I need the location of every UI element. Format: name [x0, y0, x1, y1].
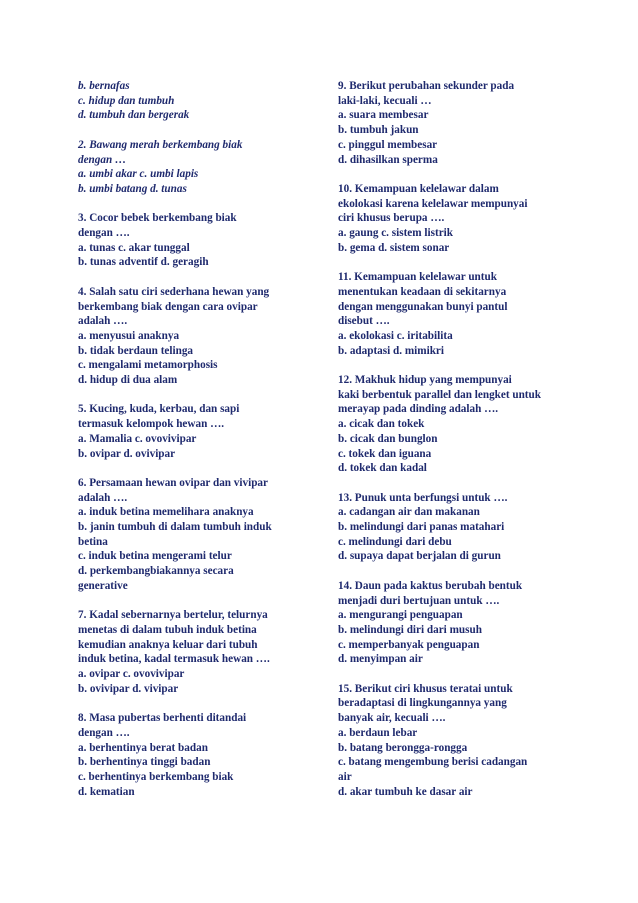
question-line: a. menyusui anaknya [78, 329, 180, 342]
question-line: a. berdaun lebar [338, 726, 418, 739]
question-line: generative [78, 579, 128, 592]
question-line: a. suara membesar [338, 109, 429, 122]
question-line: dengan menggunakan bunyi pantul [338, 300, 508, 313]
question-line: menentukan keadaan di sekitarnya [338, 285, 507, 298]
question-line: b. tumbuh jakun [338, 124, 419, 137]
question-line: banyak air, kecuali …. [338, 712, 446, 725]
question-line: d. kematian [78, 785, 135, 798]
question-line: 5. Kucing, kuda, kerbau, dan sapi [78, 403, 240, 416]
question-line: 3. Cocor bebek berkembang biak [78, 212, 237, 225]
right-column [338, 79, 570, 814]
question-block-1-options [78, 79, 310, 123]
question-line: 6. Persamaan hewan ovipar dan vivipar [78, 476, 268, 489]
question-line: a. ekolokasi c. iritabilita [338, 329, 453, 342]
question-block-8 [78, 711, 310, 799]
question-block-7 [78, 608, 310, 696]
question-line: menjadi duri bertujuan untuk …. [338, 594, 500, 607]
question-line: adalah …. [78, 491, 128, 504]
question-line: a. induk betina memelihara anaknya [78, 506, 254, 519]
question-line: merayap pada dinding adalah …. [338, 403, 499, 416]
question-line: d. akar tumbuh ke dasar air [338, 785, 473, 798]
question-line: termasuk kelompok hewan …. [78, 418, 225, 431]
question-block-13 [338, 491, 570, 565]
question-line: 14. Daun pada kaktus berubah bentuk [338, 579, 523, 592]
question-block-6 [78, 476, 310, 594]
question-block-5 [78, 402, 310, 461]
question-line: b. gema d. sistem sonar [338, 241, 450, 254]
question-line: b. batang berongga-rongga [338, 741, 468, 754]
question-line: b. tidak berdaun telinga [78, 344, 194, 357]
question-line: 11. Kemampuan kelelawar untuk [338, 271, 497, 284]
question-line: a. cadangan air dan makanan [338, 506, 480, 519]
question-line: b. ovipar d. ovivipar [78, 447, 176, 460]
question-line: beradaptasi di lingkungannya yang [338, 697, 507, 710]
question-line: a. mengurangi penguapan [338, 609, 463, 622]
question-line: c. mengalami metamorphosis [78, 359, 218, 372]
question-line: d. perkembangbiakannya secara [78, 565, 234, 578]
question-line: 7. Kadal sebernarnya bertelur, telurnya [78, 609, 268, 622]
question-block-12 [338, 373, 570, 476]
question-line: b. melindungi diri dari musuh [338, 623, 482, 636]
question-line: dengan …. [78, 726, 130, 739]
question-line: 12. Makhuk hidup yang mempunyai [338, 374, 512, 387]
question-line: b. umbi batang d. tunas [78, 182, 187, 195]
question-block-4 [78, 285, 310, 388]
question-line: b. berhentinya tinggi badan [78, 756, 211, 769]
question-block-10 [338, 182, 570, 256]
question-line: b. ovivipar d. vivipar [78, 682, 179, 695]
question-line: b. bernafas [78, 80, 130, 92]
question-line: a. Mamalia c. ovovivipar [78, 432, 197, 445]
question-line: adalah …. [78, 315, 128, 328]
question-line: menetas di dalam tubuh induk betina [78, 623, 257, 636]
question-line: 15. Berikut ciri khusus teratai untuk [338, 682, 513, 695]
question-block-15 [338, 682, 570, 800]
question-line: 2. Bawang merah berkembang biak [78, 138, 243, 151]
question-line: betina [78, 535, 108, 548]
question-line: a. gaung c. sistem listrik [338, 227, 453, 240]
question-line: c. batang mengembung berisi cadangan [338, 756, 528, 769]
question-block-3 [78, 211, 310, 270]
question-line: c. induk betina mengerami telur [78, 550, 232, 563]
question-line: kemudian anaknya keluar dari tubuh [78, 638, 258, 651]
question-line: d. menyimpan air [338, 653, 423, 666]
question-line: dengan … [78, 153, 127, 166]
question-line: dengan …. [78, 227, 130, 239]
question-line: c. memperbanyak penguapan [338, 638, 480, 651]
question-line: a. berhentinya berat badan [78, 741, 208, 754]
question-line: c. hidup dan tumbuh [78, 94, 175, 107]
question-line: d. supaya dapat berjalan di gurun [338, 550, 501, 563]
question-block-14 [338, 579, 570, 667]
question-line: 4. Salah satu ciri sederhana hewan yang [78, 285, 270, 298]
question-line: d. hidup di dua alam [78, 374, 178, 387]
question-block-2 [78, 138, 310, 197]
question-line: c. pinggul membesar [338, 138, 438, 151]
question-line: kaki berbentuk parallel dan lengket untuk [338, 388, 541, 401]
question-line: a. tunas c. akar tunggal [78, 241, 190, 254]
question-line: ekolokasi karena kelelawar mempunyai [338, 197, 528, 210]
question-line: a. cicak dan tokek [338, 418, 425, 431]
question-block-11 [338, 270, 570, 358]
question-block-9 [338, 79, 570, 167]
question-line: 13. Punuk unta berfungsi untuk …. [338, 491, 508, 504]
question-line: disebut …. [338, 315, 390, 328]
question-line: b. melindungi dari panas matahari [338, 521, 505, 534]
question-line: b. cicak dan bunglon [338, 432, 438, 445]
question-line: laki-laki, kecuali … [338, 94, 432, 107]
question-line: berkembang biak dengan cara ovipar [78, 300, 258, 313]
left-column [78, 79, 310, 814]
question-line: c. berhentinya berkembang biak [78, 770, 234, 783]
question-line: b. janin tumbuh di dalam tumbuh induk [78, 521, 272, 534]
question-line: d. dihasilkan sperma [338, 153, 438, 166]
question-line: induk betina, kadal termasuk hewan …. [78, 653, 270, 666]
question-line: 8. Masa pubertas berhenti ditandai [78, 712, 247, 725]
question-line: air [338, 770, 352, 783]
question-line: a. umbi akar c. umbi lapis [78, 168, 199, 181]
question-line: c. melindungi dari debu [338, 535, 452, 548]
question-line: 9. Berikut perubahan sekunder pada [338, 80, 515, 92]
question-line: a. ovipar c. ovovivipar [78, 668, 185, 681]
question-line: ciri khusus berupa …. [338, 212, 445, 225]
question-line: 10. Kemampuan kelelawar dalam [338, 182, 499, 195]
question-line: d. tokek dan kadal [338, 462, 427, 475]
question-line: b. tunas adventif d. geragih [78, 256, 209, 269]
question-line: b. adaptasi d. mimikri [338, 344, 444, 357]
question-line: d. tumbuh dan bergerak [78, 109, 190, 122]
question-line: c. tokek dan iguana [338, 447, 432, 460]
